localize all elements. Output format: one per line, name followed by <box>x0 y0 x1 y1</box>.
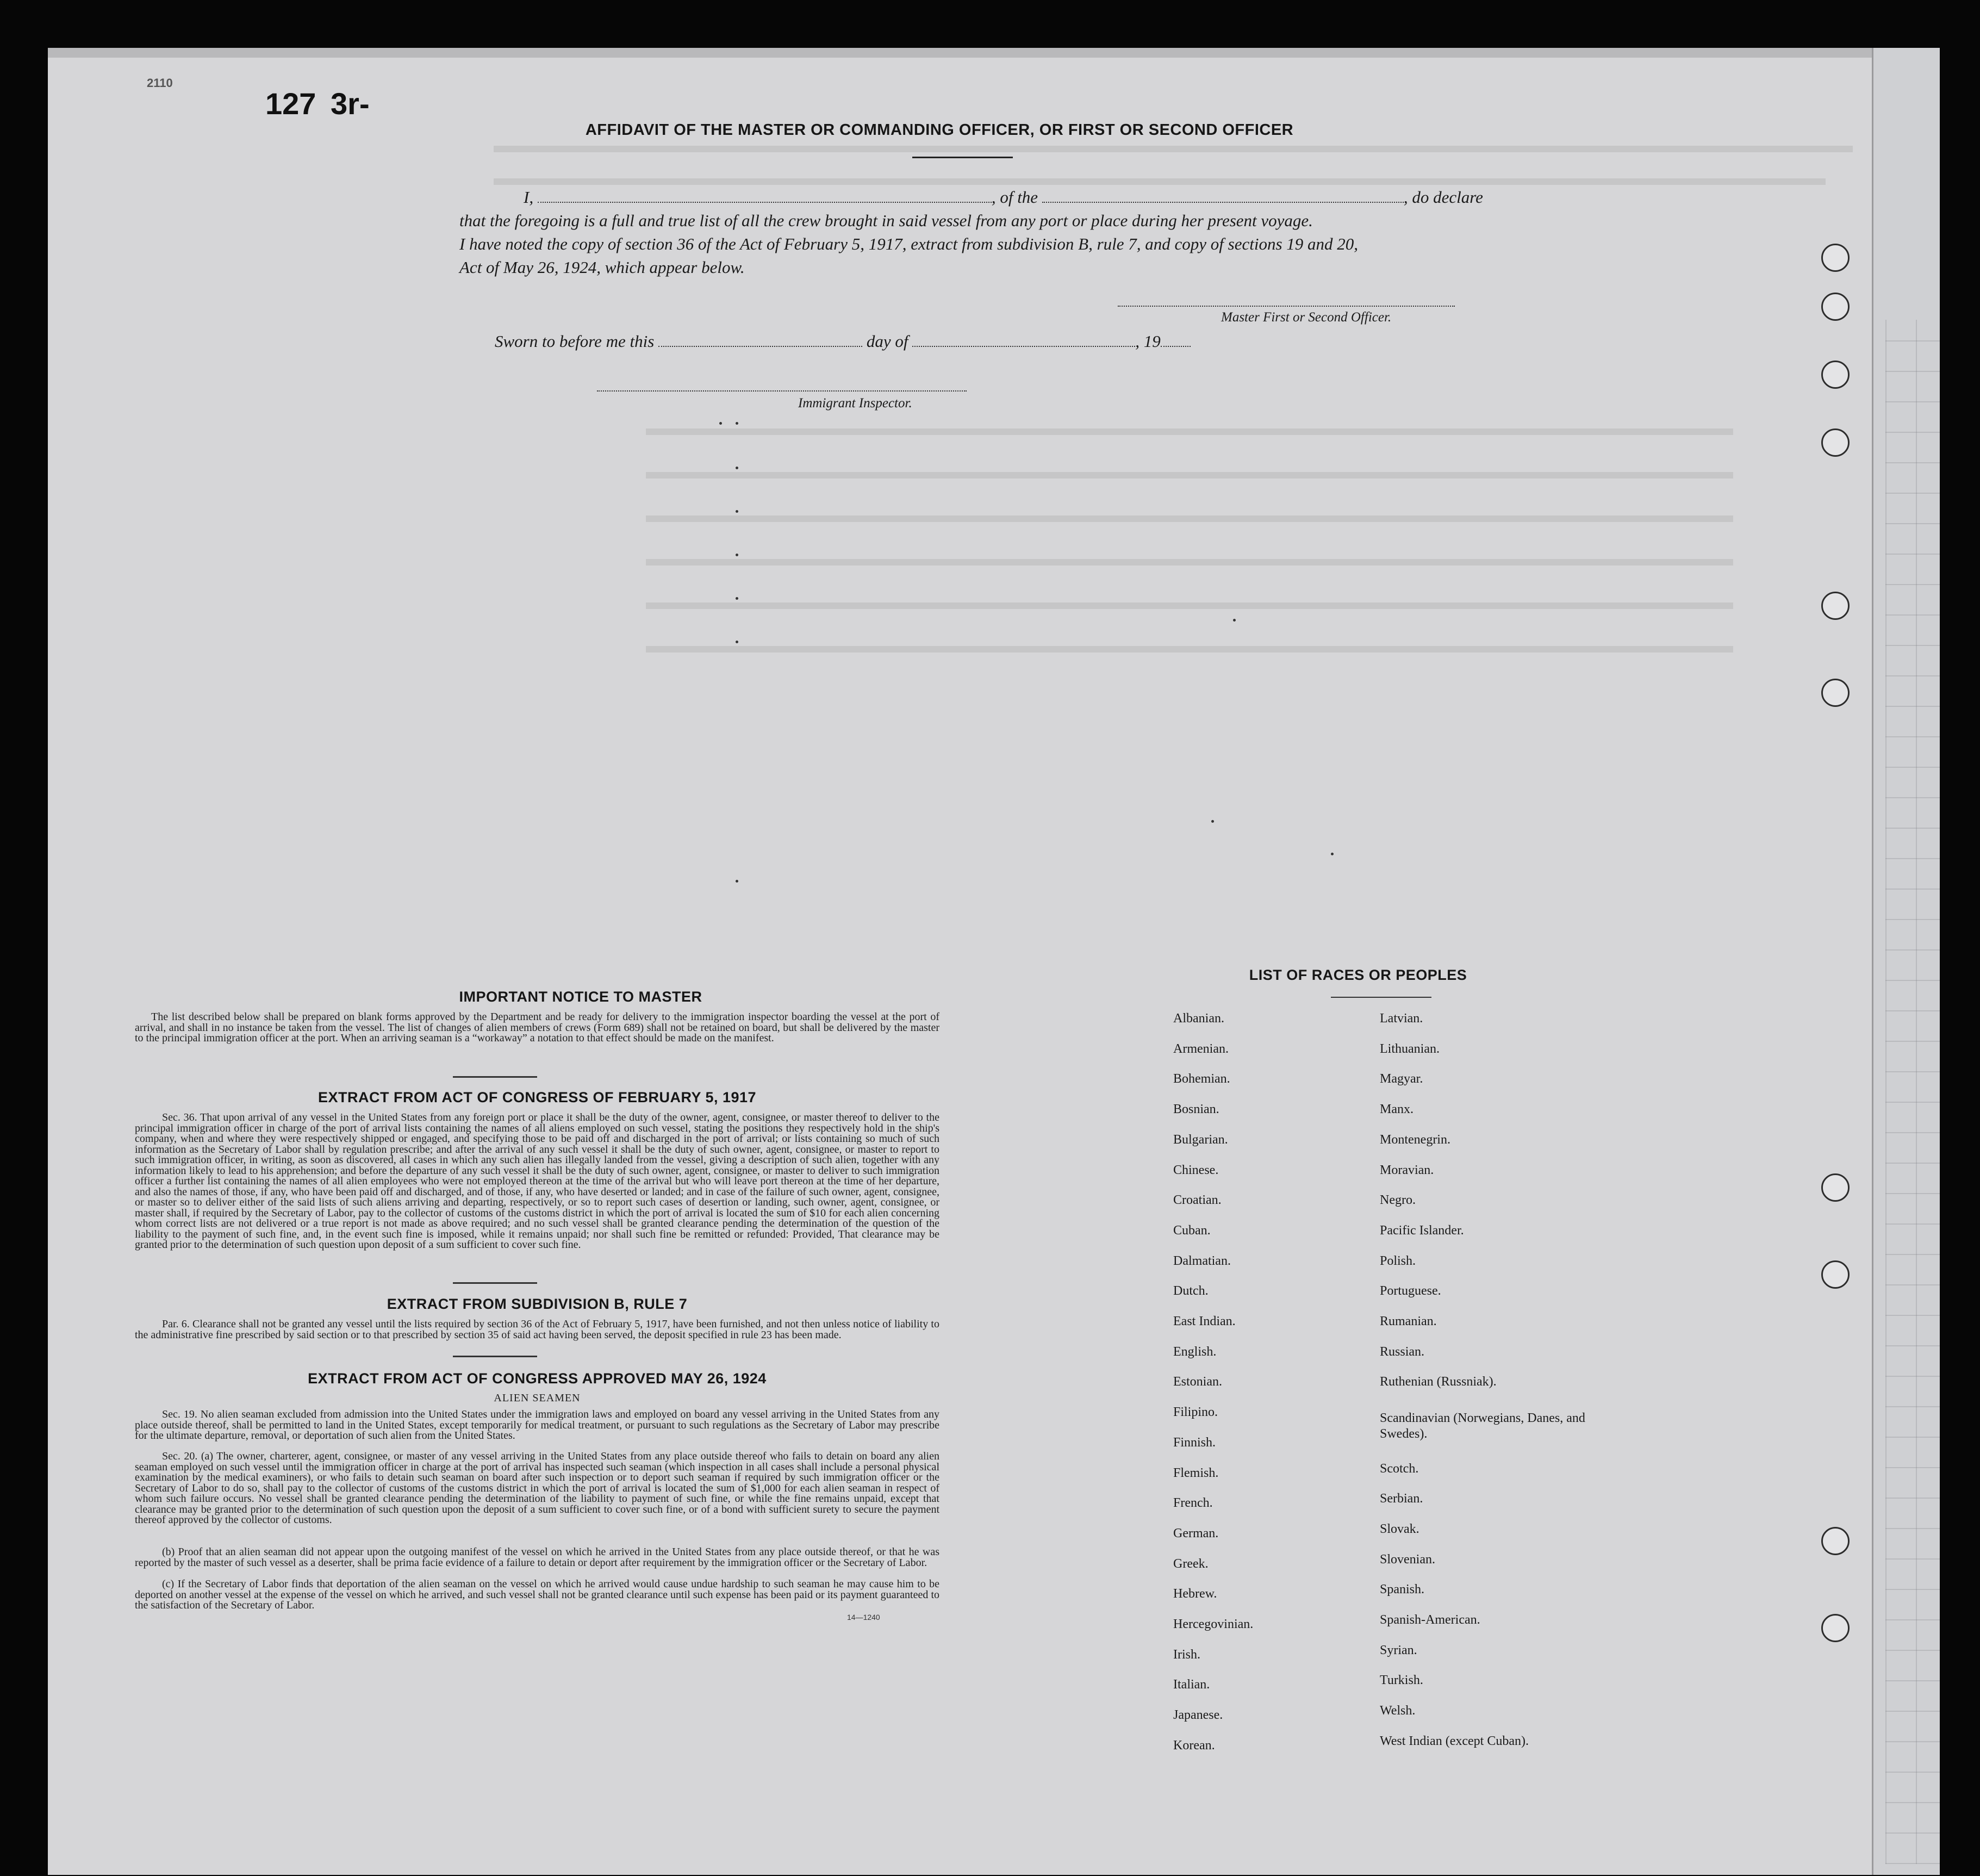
race-item: West Indian (except Cuban). <box>1380 1734 1529 1748</box>
race-item: Greek. <box>1173 1556 1209 1571</box>
sworn-year-blank <box>1161 333 1191 347</box>
race-item: Dutch. <box>1173 1284 1209 1299</box>
race-item: Polish. <box>1380 1253 1416 1268</box>
race-item: English. <box>1173 1344 1217 1359</box>
sec19-text: Sec. 19. No alien seaman excluded from admission into the United States under the immigration laws and employed on board any vessel arriving in the United States from any place outside thereof, shall be permitted to land in the United States, except temporarily for medical treatment, or pursuant to such regulations as the Secretary of Labor may prescribe for the ultimate departure, removal, or deportation of such alien from the United States. <box>135 1408 939 1442</box>
race-item: Welsh. <box>1380 1704 1416 1718</box>
sworn-line <box>495 330 1191 353</box>
binder-hole <box>1821 361 1850 389</box>
title-rule <box>912 157 1013 158</box>
affidavit-line-2: that the foregoing is a full and true list of all the crew brought in said vessel from any port or place during her present voyage. <box>459 211 1313 230</box>
speck <box>736 641 738 643</box>
bleed-through-line <box>494 146 1853 152</box>
race-item: Japanese. <box>1173 1708 1223 1723</box>
handwritten-prefix: 3r- <box>331 86 370 121</box>
affidavit-line-3: I have noted the copy of section 36 of the Act of February 5, 1917, extract from subdivision B, rule 7, and copy of sections 19 and 20, <box>459 234 1359 253</box>
race-item: Bohemian. <box>1173 1072 1230 1086</box>
bleed-through-line <box>646 559 1733 566</box>
binder-hole <box>1821 1614 1850 1642</box>
races-rule <box>1331 997 1431 998</box>
speck <box>736 422 738 425</box>
race-item: Albanian. <box>1173 1011 1224 1026</box>
master-name-blank <box>538 189 992 203</box>
master-signature-label: Master First or Second Officer. <box>1221 310 1392 325</box>
race-item: East Indian. <box>1173 1314 1236 1328</box>
race-item: Flemish. <box>1173 1465 1219 1480</box>
race-item: Negro. <box>1380 1193 1416 1208</box>
vessel-name-blank <box>1042 189 1404 203</box>
sworn-year: , 19 <box>1135 332 1161 351</box>
master-signature-line <box>1118 306 1455 307</box>
bleed-through-line <box>646 428 1733 435</box>
race-item: Moravian. <box>1380 1163 1434 1177</box>
binder-hole <box>1821 592 1850 620</box>
race-item: Cuban. <box>1173 1223 1211 1238</box>
race-item: Hebrew. <box>1173 1587 1217 1601</box>
races-title: LIST OF RACES OR PEOPLES <box>1249 967 1467 983</box>
affidavit-title: AFFIDAVIT OF THE MASTER OR COMMANDING OFFICER, OR FIRST OR SECOND OFFICER <box>585 121 1294 139</box>
bleed-through-line <box>646 472 1733 479</box>
notice-text: The list described below shall be prepared on blank forms approved by the Department and be ready for delivery to the immigration inspector boarding the vessel at the port of arrival, and shall in no instance be taken from the vessel. The list of changes of alien members of crews (Form 689) shall not be retained on board, but shall be delivered by the master to the principal immigration officer at the port. When an arriving seaman is a “workaway” a notation to that effect should be made on the manifest. <box>135 1011 939 1044</box>
race-item: Spanish. <box>1380 1582 1425 1597</box>
race-item: Chinese. <box>1173 1163 1219 1177</box>
speck <box>1211 820 1214 823</box>
form-number: 14—1240 <box>847 1613 880 1622</box>
extract-1917-title: EXTRACT FROM ACT OF CONGRESS OF FEBRUARY 5, 1917 <box>317 1089 757 1105</box>
speck <box>736 510 738 513</box>
extract-1924-title: EXTRACT FROM ACT OF CONGRESS APPROVED MAY 26, 1924 <box>308 1370 767 1387</box>
race-item: Croatian. <box>1173 1193 1222 1208</box>
binder-hole <box>1821 1527 1850 1555</box>
binder-hole <box>1821 428 1850 457</box>
notice-title: IMPORTANT NOTICE TO MASTER <box>459 989 702 1005</box>
extract-rule7-title: EXTRACT FROM SUBDIVISION B, RULE 7 <box>387 1296 688 1312</box>
binder-hole <box>1821 1173 1850 1202</box>
race-item: Scandinavian (Norwegians, Danes, and Swedes). <box>1380 1411 1585 1442</box>
affidavit-line-1 <box>524 185 1483 209</box>
bleed-through-line <box>646 646 1733 653</box>
race-item: Slovak. <box>1380 1521 1419 1536</box>
race-item: Slovenian. <box>1380 1552 1435 1567</box>
race-item: Estonian. <box>1173 1375 1222 1389</box>
race-item: Irish. <box>1173 1647 1200 1662</box>
race-item: Bulgarian. <box>1173 1132 1228 1147</box>
affidavit-i: I, <box>524 188 534 207</box>
race-item: Hercegovinian. <box>1173 1617 1254 1631</box>
section-rule <box>453 1076 537 1078</box>
affidavit-of-the: , of the <box>991 188 1038 207</box>
handwritten-number: 127 <box>265 86 316 121</box>
inspector-signature-label: Immigrant Inspector. <box>798 396 912 411</box>
bleed-through-line <box>494 178 1826 185</box>
sec20b-text: (b) Proof that an alien seaman did not appear upon the outgoing manifest of the vessel on which he arrived in the United States from any place outside thereof, or that he was reported by the master of such vessel as a deserter, shall be prima facie evidence of a failure to detain or deport after requirement by the immigration officer or the Secretary of Labor. <box>135 1546 939 1569</box>
race-item: French. <box>1173 1496 1213 1511</box>
sworn-text: Sworn to before me this <box>495 332 655 351</box>
speck <box>1233 619 1236 622</box>
binder-hole <box>1821 244 1850 272</box>
sworn-day-blank <box>658 333 862 347</box>
race-item: Pacific Islander. <box>1380 1223 1464 1238</box>
extract-1917-text: Sec. 36. That upon arrival of any vessel in the United States from any foreign port or place it shall be the duty of the owner, agent, consignee, or master thereof to deliver to the principal immigration officer in charge of the port of arrival lists containing the names of all aliens employed on such vessel, stating the positions they respectively hold in the ship's company, when and where they were respectively shipped or engaged, and specifying those to be paid off and discharged in the port of arrival; or lists containing so much of such information as the Secretary of Labor shall by regulation prescribe; and after the arrival of any such vessel it shall be the duty of such owner, agent, consignee, or master to report to such immigration officer, in writing, as soon as discovered, all cases in which any such alien has illegally landed from the vessel, giving a description of such alien, together with any information likely to lead to his apprehension; and before the departure of any such vessel it shall be the duty of such owner, agent, consignee, or master to deliver to such immigration officer a further list containing the names of all alien employees who were not employed thereon at the time of the arrival but who will leave port thereon at the time of her departure, and also the names of those, if any, who have been paid off and discharged, and of those, if any, who have deserted or landed; and in case of the failure of such owner, agent, consignee, or master so to deliver either of the said lists of such aliens arriving and departing, respectively, or so to report such cases of desertion or landing, such owner, agent, consignee, or master shall, if required by the Secretary of Labor, pay to the collector of customs of the customs district in which the port of arrival is located the sum of $10 for each alien concerning whom correct lists are not delivered or a true report is not made as above required; and no such vessel shall be granted clearance pending the determination of the question of the liability to the payment of such fine, and, in the event such fine is imposed, while it remains unpaid; nor shall such fine be remitted or refunded: Provided, That clearance may be granted prior to the determination of such question upon deposit of a sum sufficient to cover such fine. <box>135 1111 939 1251</box>
race-item: Armenian. <box>1173 1041 1229 1056</box>
sec20a-text: Sec. 20. (a) The owner, charterer, agent, consignee, or master of any vessel arriving in the United States from any place outside thereof who fails to detain on board any alien seaman employed on such vessel until the immigration officer in charge at the port of arrival has inspected such seaman (which inspection in all cases shall include a personal physical examination by the medical examiners), or who fails to detain such seaman on board after such inspection or to deport such seaman if required by such immigration officer or the Secretary of Labor to do so, shall pay to the collector of customs of the customs district in which the port of arrival is located the sum of $1,000 for each alien seaman in respect of whom such failure occurs. No vessel shall be granted clearance pending the determination of the liability to payment of such fine, or while the fine remains unpaid, except that clearance may be granted prior to the determination of such question upon the deposit of a sum sufficient to cover such fine, or of a bond with sufficient surety to secure the payment thereof approved by the collector of customs. <box>135 1450 939 1526</box>
race-item: Dalmatian. <box>1173 1253 1231 1268</box>
race-item: Spanish-American. <box>1380 1613 1480 1627</box>
corner-stamp: 2110 <box>147 76 173 90</box>
inspector-signature-line <box>597 390 967 392</box>
race-item: Magyar. <box>1380 1072 1423 1086</box>
bleed-through-line <box>646 602 1733 609</box>
extract-rule7-text: Par. 6. Clearance shall not be granted any vessel until the lists required by section 36 of the Act of February 5, 1917, have been furnished, and not then unless notice of liability to the administrative fine prescribed by said section or to that prescribed by section 35 of said act having been served, the deposit specified in rule 23 has been made. <box>135 1318 939 1341</box>
sworn-day-of: day of <box>866 332 908 351</box>
race-item: Korean. <box>1173 1738 1215 1753</box>
document-page <box>48 48 1940 1875</box>
race-item: Russian. <box>1380 1344 1425 1359</box>
race-item: Filipino. <box>1173 1405 1218 1420</box>
race-item: Serbian. <box>1380 1492 1423 1506</box>
bleed-through-line <box>646 515 1733 522</box>
speck <box>736 467 738 469</box>
affidavit-line-4: Act of May 26, 1924, which appear below. <box>459 258 745 277</box>
race-item: Lithuanian. <box>1380 1041 1440 1056</box>
alien-seamen-subtitle: ALIEN SEAMEN <box>494 1392 581 1404</box>
race-item: Turkish. <box>1380 1673 1423 1688</box>
race-item: Manx. <box>1380 1102 1414 1117</box>
race-item: Montenegrin. <box>1380 1132 1450 1147</box>
speck <box>736 554 738 556</box>
binder-hole <box>1821 1260 1850 1289</box>
race-item: Rumanian. <box>1380 1314 1437 1328</box>
binder-hole <box>1821 679 1850 707</box>
speck <box>736 597 738 600</box>
section-rule <box>453 1282 537 1284</box>
affidavit-do-declare: , do declare <box>1403 188 1483 207</box>
grid-paper-edge <box>1885 320 1940 1864</box>
speck <box>1331 853 1334 855</box>
race-item: Syrian. <box>1380 1643 1417 1657</box>
page-top-edge <box>48 48 1940 58</box>
sec20c-text: (c) If the Secretary of Labor finds that deportation of the alien seaman on the vessel on which he arrived would cause undue hardship to such seaman he may cause him to be deported on another vessel at the expense of the vessel on which he arrived, and such vessel shall not be granted clearance until such expense has been paid or its payment guaranteed to the satisfaction of the Secretary of Labor. <box>135 1578 939 1611</box>
section-rule <box>453 1356 537 1357</box>
race-item: Portuguese. <box>1380 1284 1441 1299</box>
race-item: Latvian. <box>1380 1011 1423 1026</box>
race-item: Scotch. <box>1380 1461 1419 1476</box>
binder-hole <box>1821 293 1850 321</box>
race-item: Finnish. <box>1173 1435 1216 1450</box>
sworn-month-blank <box>912 333 1135 347</box>
speck <box>719 422 722 425</box>
speck <box>736 880 738 883</box>
race-item: Italian. <box>1173 1678 1210 1692</box>
race-item: German. <box>1173 1526 1219 1540</box>
race-item: Bosnian. <box>1173 1102 1219 1117</box>
race-item: Ruthenian (Russniak). <box>1380 1375 1497 1389</box>
